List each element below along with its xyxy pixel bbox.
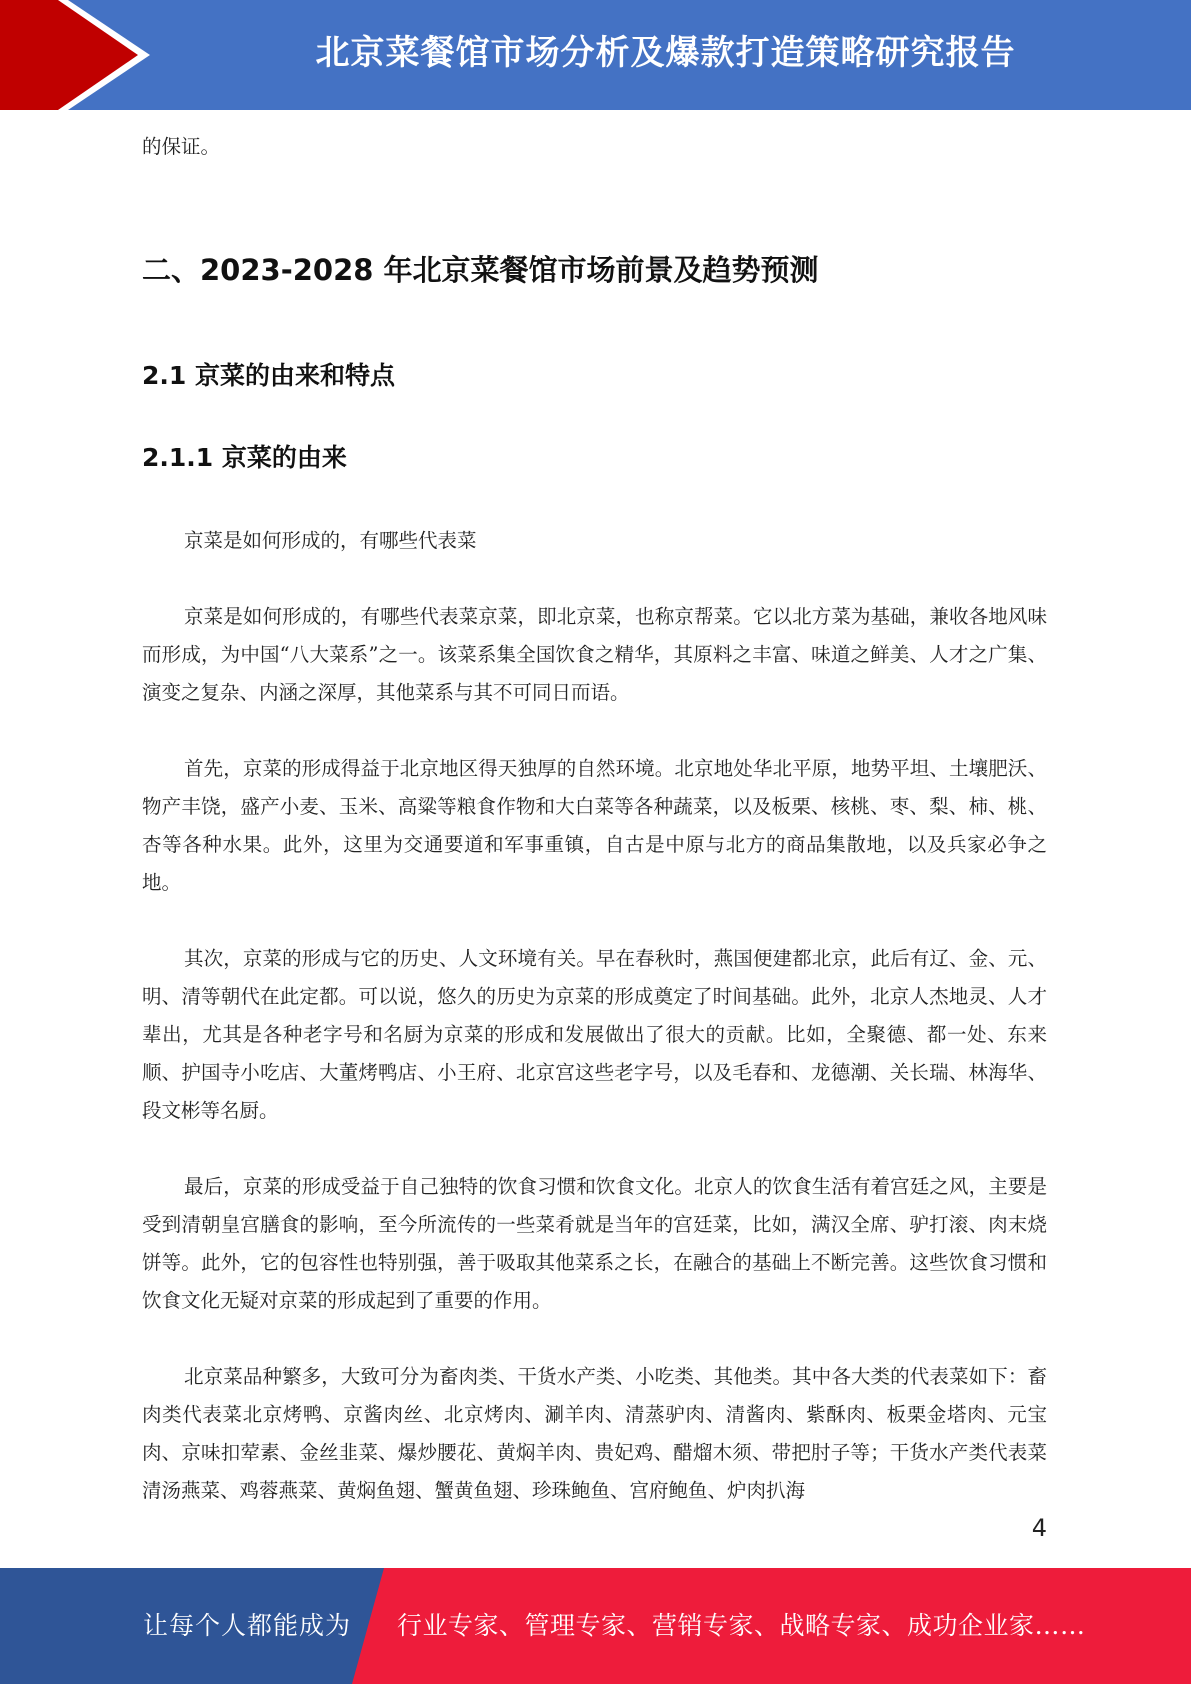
paragraph: 其次，京菜的形成与它的历史、人文环境有关。早在春秋时，燕国便建都北京，此后有辽、金、元、明、清等朝代在此定都。可以说，悠久的历史为京菜的形成奠定了时间基础。此外，北京人杰地灵、人才辈出，尤其是各种老字号和名厨为京菜的形成和发展做出了很大的贡献。比如，全聚德、都一处、东来顺、护国寺小吃店、大董烤鸭店、小王府、北京宫这些老字号，以及毛春和、龙德潮、关长瑞、林海华、段文彬等名厨。 bbox=[142, 947, 1047, 1122]
subsubsection-heading: 2.1.1 京菜的由来 bbox=[142, 443, 347, 472]
lead-text: 的保证。 bbox=[142, 135, 221, 158]
paragraph: 京菜是如何形成的，有哪些代表菜 bbox=[184, 529, 477, 552]
page-number: 4 bbox=[1031, 1514, 1047, 1542]
subsection-heading: 2.1 京菜的由来和特点 bbox=[142, 361, 395, 390]
page-footer bbox=[0, 1568, 1191, 1684]
report-title: 北京菜餐馆市场分析及爆款打造策略研究报告 bbox=[315, 33, 1016, 73]
section-heading: 二、2023-2028 年北京菜餐馆市场前景及趋势预测 bbox=[142, 253, 819, 287]
footer-slogan-right: 行业专家、管理专家、营销专家、战略专家、成功企业家…… bbox=[397, 1611, 1086, 1640]
paragraph: 最后，京菜的形成受益于自己独特的饮食习惯和饮食文化。北京人的饮食生活有着宫廷之风，主要是受到清朝皇宫膳食的影响，至今所流传的一些菜肴就是当年的宫廷菜，比如，满汉全席、驴打滚、肉末烧饼等。此外，它的包容性也特别强，善于吸取其他菜系之长，在融合的基础上不断完善。这些饮食习惯和饮食文化无疑对京菜的形成起到了重要的作用。 bbox=[142, 1175, 1047, 1312]
header-arrow-decoration bbox=[0, 0, 160, 110]
paragraph: 京菜是如何形成的，有哪些代表菜京菜，即北京菜，也称京帮菜。它以北方菜为基础，兼收各地风味而形成，为中国“八大菜系”之一。该菜系集全国饮食之精华，其原料之丰富、味道之鲜美、人才之广集、演变之复杂、内涵之深厚，其他菜系与其不可同日而语。 bbox=[142, 605, 1047, 704]
paragraph: 北京菜品种繁多，大致可分为畜肉类、干货水产类、小吃类、其他类。其中各大类的代表菜如下：畜肉类代表菜北京烤鸭、京酱肉丝、北京烤肉、涮羊肉、清蒸驴肉、清酱肉、紫酥肉、板栗金塔肉、元宝肉、京味扣荤素、金丝韭菜、爆炒腰花、黄焖羊肉、贵妃鸡、醋熘木须、带把肘子等；干货水产类代表菜清汤燕菜、鸡蓉燕菜、黄焖鱼翅、蟹黄鱼翅、珍珠鲍鱼、宫府鲍鱼、炉肉扒海 bbox=[142, 1365, 1047, 1502]
paragraph: 首先，京菜的形成得益于北京地区得天独厚的自然环境。北京地处华北平原，地势平坦、土壤肥沃、物产丰饶，盛产小麦、玉米、高粱等粮食作物和大白菜等各种蔬菜，以及板栗、核桃、枣、梨、柿、桃、杏等各种水果。此外，这里为交通要道和军事重镇，自古是中原与北方的商品集散地，以及兵家必争之地。 bbox=[142, 757, 1047, 894]
footer-slogan-left: 让每个人都能成为 bbox=[143, 1611, 352, 1640]
page-header bbox=[0, 0, 1191, 110]
document-body bbox=[142, 128, 1047, 1510]
